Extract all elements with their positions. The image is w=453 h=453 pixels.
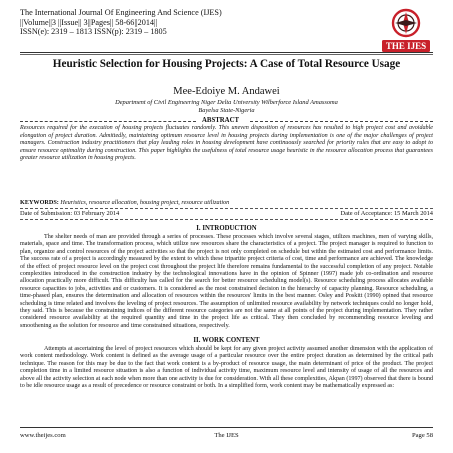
logo-text: THE IJES — [385, 41, 427, 51]
journal-volume: ||Volume||3 ||Issue|| 3||Pages|| 58-66||2014|| — [20, 17, 158, 27]
paper-title: Heuristic Selection for Housing Projects: A Case of Total Resource Usage — [52, 58, 401, 70]
journal-name: The International Journal Of Engineering And Science (IJES) — [20, 8, 222, 17]
work-content-heading: II. WORK CONTENT — [193, 337, 260, 344]
journal-info — [20, 8, 360, 37]
keywords-label: KEYWORDS: — [20, 199, 59, 206]
keywords-text: Heuristics, resource allocation, housing project, resource utilization — [60, 199, 230, 206]
ijes-logo-graphic — [380, 6, 432, 54]
divider-below-dates — [20, 219, 433, 220]
introduction-heading: I. INTRODUCTION — [196, 225, 257, 232]
introduction-paragraph: The shelter needs of man are provided through a series of processes. These processes which involve several stages, utilizes machines, men of varying skills, materials, space and time. The transformation process, which utilize raw resources share the characteristics of a project. The project manager is required to function to plan, organize and control resources of the project activities so that the project is not only completed on schedule but within the estimated cost and performance limits. The success rate of a project is accordingly measured by the extent to which these tripartite project criteria of cost, time and performance are achieved. The knowledge of the effect of project resource level on the project cost throughout the project life therefore remains fundamental to the successful completion of any project. Notable complexities introduced in the construction industry by the technological innovations have in the opinion of Spinner (1997) made job co-ordination and resource allocation practically more difficult. This difficulty has called for the search for better resource scheduling model(s). Resource scheduling process allocates available resource capacities to jobs, activities and or customers. It is considered as the most constrained decision in the hierarchy of capacity planning. Resource scheduling, a time-phased plan, ensures the determination and allocation of resources within the resources' limits in the best manner. Osley and Poskitt (1990) opined that resource scheduling is time related and involves the leveling of project resources. The assumption of unlimited resource availability by network techniques could no longer hold, they said. This is because the constraining indices of the different resource categories are not the same at all points of the project during implementation. They rather considered resource availability at the required quantity and time in the project life as critical. They then concluded by recommending resource leveling and smoothening as the solution for resource and time constrained situations, respectively. — [20, 234, 433, 329]
abstract-text: Resources required for the execution of housing projects fluctuates randomly. This uneven disposition of resources has resulted to high project cost and avoidable elongation of project duration. Admittedly, maintaining optimum resource level in housing projects during implementation is one of the major challenges of project managers. Construction industry practitioners that play leading roles in housing development have continuously searched for priority rules that are easy to adopt to ensure resource optimality during construction. This paper highlights the usefulness of total resource usage heuristic in the resource allocation process that guarantees greater resource utilization in housing projects. — [20, 125, 433, 161]
footer-page-number: Page 58 — [411, 432, 433, 439]
page-footer — [20, 431, 433, 441]
introduction-body — [20, 234, 433, 330]
header-divider-thin — [20, 54, 433, 55]
abstract-rule-left — [20, 121, 196, 122]
acceptance-date: Date of Acceptance: 15 March 2014 — [340, 210, 433, 217]
abstract-heading — [20, 117, 433, 125]
affiliation-line-2: Bayelsa State-Nigeria — [198, 107, 255, 114]
abstract-label: ABSTRACT — [202, 117, 240, 124]
author-affiliation — [30, 99, 423, 115]
abstract-rule-right — [250, 121, 433, 122]
footer-divider — [20, 427, 433, 428]
submission-dates — [20, 209, 433, 218]
ijes-logo — [380, 6, 432, 54]
header-divider — [20, 52, 433, 53]
author-name: Mee-Edoiye M. Andawei — [173, 86, 280, 97]
work-content-body — [20, 346, 433, 390]
footer-journal: The IJES — [214, 432, 239, 439]
footer-website: www.theijes.com — [20, 432, 66, 439]
keywords — [20, 199, 433, 207]
affiliation-line-1: Department of Civil Engineering Niger Delta University Wilberforce Island Amassoma — [115, 99, 338, 106]
journal-issn: ISSN(e): 2319 – 1813 ISSN(p): 2319 – 1805 — [20, 27, 167, 37]
submission-date: Date of Submission: 03 February 2014 — [20, 210, 120, 217]
work-content-paragraph: Attempts at ascertaining the level of project resources which should be kept for any given project activity assumed another dimension with the application of work content methodology. Work content is defined as the average usage of a particular resource over the entire project duration as determined by the critical path technique. The reason for this may be due to the fact that work content is a by-product of resource usage, the main determinant of price of the product. The project completion time in a limited resource situation is also a function of individual activity time, maximum resource level and intensity of usage of all the resources and above all the activity selection at each node when more than one activity is due for consideration. With all these complexities, Akpan (1997) observed that there is bound to be idle resource usage as a result of precedence or resource constraint or both. In a simplified form, work content may be mathematically expressed as: — [20, 346, 433, 390]
